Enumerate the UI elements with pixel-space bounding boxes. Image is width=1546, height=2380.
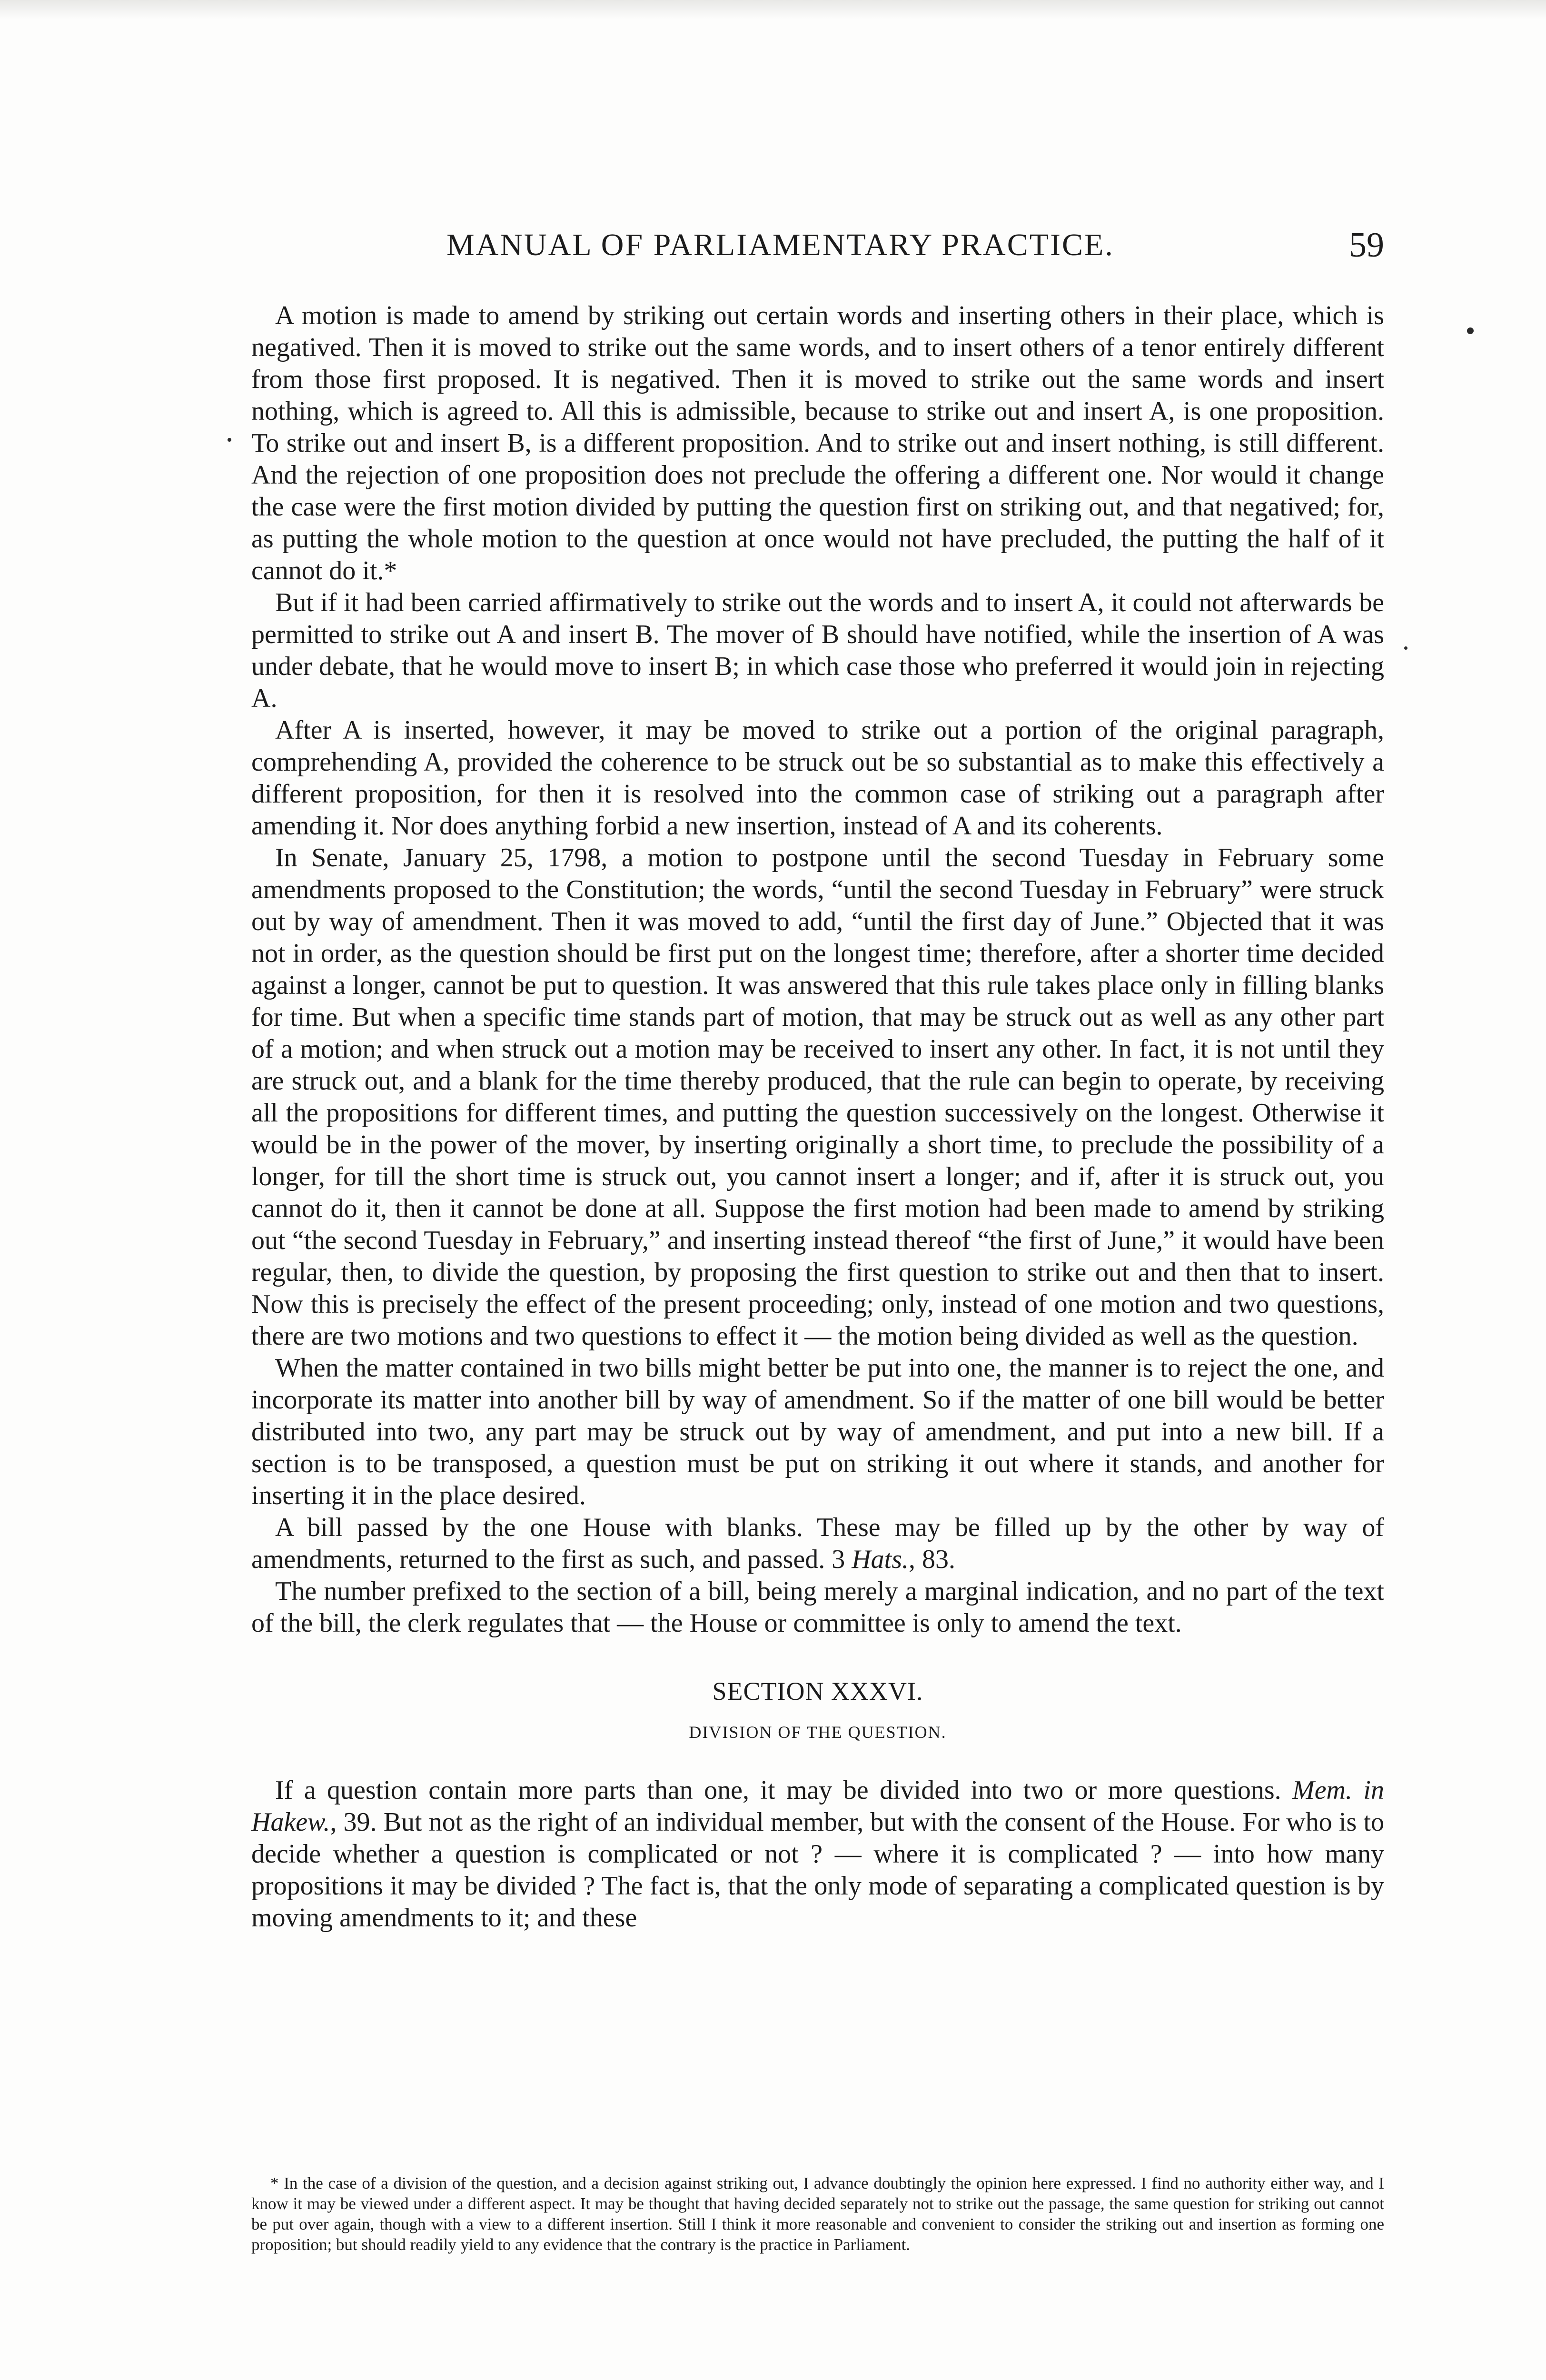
section-heading: SECTION XXXVI. [712,1677,923,1706]
paragraph-blanks [251,1512,1384,1576]
paragraph-senate-1798: In Senate, January 25, 1798, a motion to postpone until the second Tuesday in February some amendments proposed to the Constitution; the words, “until the second Tuesday in February” were struck out by way of amendment. Then it was moved to add, “until the first day of June.” Objected that it was not in order, as the question should be first put on the longest time; therefore, after a shorter time decided against a longer, cannot be put to question. It was answered that this rule takes place only in filling blanks for time. But when a specific time stands part of motion, that may be struck out as well as any other part of a motion; and when struck out a motion may be received to insert any other. In fact, it is not until they are struck out, and a blank for the time thereby produced, that the rule can begin to operate, by receiving all the propositions for different times, and putting the question successively on the longest. Otherwise it would be in the power of the mover, by inserting originally a short time, to preclude the possibility of a longer, for till the short time is struck out, you cannot insert a longer; and if, after it is struck out, you cannot do it, then it cannot be done at all. Suppose the first motion had been made to amend by striking out “the second Tuesday in February,” and inserting instead thereof “the first of June,” it would have been regular, then, to divide the question, by proposing the first question to strike out and then that to insert. Now this is precisely the effect of the present proceeding; only, instead of one motion and two questions, there are two motions and two questions to effect it — the motion being divided as well as the question. [251,843,1384,1351]
paragraph-two-bills: When the matter contained in two bills might better be put into one, the manner is to reject the one, and incorporate its matter into another bill by way of amendment. So if the matter of one bill would be better distributed into two, any part may be struck out by way of amendment, and put into a new bill. If a section is to be transposed, a question must be put on striking it out where it stands, and another for inserting it in the place desired. [251,1353,1384,1510]
division-text: If a question contain more parts than one, it may be divided into two or more questions. [275,1775,1293,1805]
ink-speck [228,438,231,442]
ink-speck [1467,327,1474,334]
running-head [251,224,1384,267]
hakew-citation: Mem. in Hakew. [251,1775,1384,1837]
page-number: 59 [1349,226,1384,265]
paragraph-amend-striking: A motion is made to amend by striking out certain words and inserting others in their place, which is negatived. Then it is moved to strike out the same words, and to insert others of a tenor entirely different from those first proposed. It is negatived. Then it is moved to strike out the same words and insert nothing, which is agreed to. All this is admissible, because to strike out and insert A, is one proposition. To strike out and insert B, is a different proposition. And to strike out and insert nothing, is still different. And the rejection of one proposition does not preclude the offering a different one. Nor would it change the case were the first motion divided by putting the question first on striking out, and that negatived; for, as putting the whole motion to the question at once would not have precluded, the putting the half of it cannot do it.* [251,301,1384,585]
body-text [251,300,1384,1934]
paragraph-affirmative: But if it had been carried affirmatively to strike out the words and to insert A, it could not afterwards be permitted to strike out A and insert B. The mover of B should have notified, while the insertion of A was under debate, that he would move to insert B; in which case those who preferred it would join in rejecting A. [251,588,1384,713]
division-text-end: , 39. But not as the right of an individual member, but with the consent of the House. For who is to decide whether a question is complicated or not ? — where it is complicated ? — into how many propositions it may be divided ? The fact is, that the only mode of separating a complicated question is by moving amendments to it; and these [251,1807,1384,1933]
ink-speck [1404,646,1407,650]
footnote: * In the case of a division of the question, and a decision against striking out, I advance doubtingly the opinion here expressed. I find no authority either way, and I know it may be viewed under a different aspect. It may be thought that having decided separately not to strike out the passage, the same question for striking out cannot be put over again, though with a view to a different insertion. Still I think it more reasonable and convenient to consider the striking out and insertion as forming one proposition; but should readily yield to any evidence that the contrary is the practice in Parliament. [251,2174,1384,2254]
blanks-text: A bill passed by the one House with blanks. These may be filled up by the other by way of amendments, returned to the first as such, and passed. 3 [251,1513,1384,1574]
running-title: MANUAL OF PARLIAMENTARY PRACTICE. [446,228,1114,262]
paragraph-division [251,1775,1384,1934]
section-subheading: DIVISION OF THE QUESTION. [689,1723,947,1742]
hats-citation: Hats. [852,1545,909,1574]
paragraph-after-inserted: After A is inserted, however, it may be moved to strike out a portion of the original paragraph, comprehending A, provided the coherence to be struck out be so substantial as to make this effectively a different proposition, for then it is resolved into the common case of striking out a paragraph after amending it. Nor does anything forbid a new insertion, instead of A and its coherents. [251,715,1384,841]
scan-edge [0,0,1546,19]
blanks-text-end: , 83. [909,1545,956,1574]
paragraph-section-number: The number prefixed to the section of a bill, being merely a marginal indication, and no part of the text of the bill, the clerk regulates that — the House or committee is only to amend the text. [251,1577,1384,1638]
